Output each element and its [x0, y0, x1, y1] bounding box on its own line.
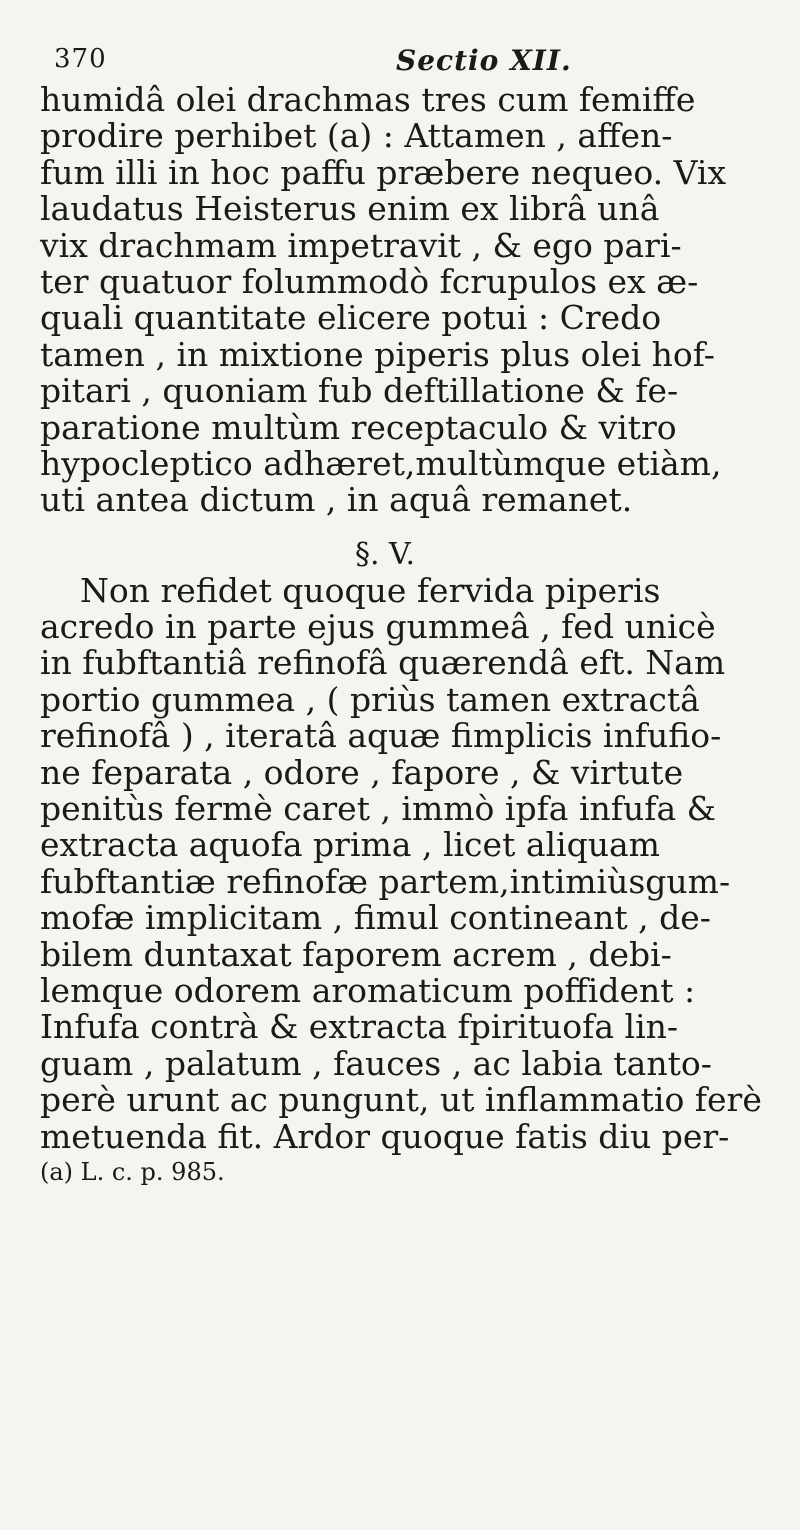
text-line: prodire perhibet (a) : Attamen , affen- — [40, 116, 673, 156]
text-line: guam , palatum , fauces , ac labia tanto- — [40, 1043, 712, 1083]
text-line: paratione multùm receptaculo & vitro — [40, 407, 677, 447]
text-line: penitùs fermè caret , immò ipfa infufa & — [40, 789, 717, 829]
text-line: ne feparata , odore , fapore , & virtute — [40, 752, 684, 792]
text-line: Non refidet quoque fervida piperis — [80, 570, 661, 610]
footnote: (a) L. c. p. 985. — [40, 1157, 225, 1186]
text-line: extracta aquofa prima , licet aliquam — [40, 825, 660, 865]
text-line: uti antea dictum , in aquâ remanet. — [40, 480, 633, 520]
book-page — [40, 40, 800, 1187]
text-line: bilem duntaxat faporem acrem , debi- — [40, 934, 672, 974]
text-line: laudatus Heisterus enim ex librâ unâ — [40, 189, 660, 229]
text-line: portio gummea , ( priùs tamen extractâ — [40, 679, 700, 719]
text-line: humidâ olei drachmas tres cum femiffe — [40, 80, 696, 119]
text-line: Infufa contrà & extracta fpirituofa lin- — [40, 1007, 679, 1047]
page-header — [40, 40, 800, 82]
text-line: refinofâ ) , iteratâ aquæ fimplicis infufio- — [40, 716, 722, 756]
section-heading: §. V. — [354, 536, 416, 572]
paragraph-1 — [40, 82, 800, 519]
text-line: metuenda fit. Ardor quoque fatis diu per- — [40, 1116, 730, 1156]
text-line: mofæ implicitam , fimul contineant , de- — [40, 898, 711, 938]
text-line: vix drachmam impetravit , & ego pari- — [40, 225, 682, 265]
text-line: acredo in parte ejus gummeâ , fed unicè — [40, 607, 716, 647]
page-number: 370 — [54, 44, 107, 74]
text-line: ter quatuor folummodò fcrupulos ex æ- — [40, 261, 699, 301]
text-line: perè urunt ac pungunt, ut inflammatio ferè — [40, 1080, 762, 1120]
text-line: pitari , quoniam fub deftillatione & fe- — [40, 371, 679, 411]
text-line: fum illi in hoc paffu præbere nequeo. Vix — [40, 152, 727, 192]
text-line: lemque odorem aromaticum poffident : — [40, 970, 696, 1010]
text-line: tamen , in mixtione piperis plus olei hof- — [40, 334, 715, 374]
text-line: quali quantitate elicere potui : Credo — [40, 298, 662, 338]
text-line: in fubftantiâ refinofâ quærendâ eft. Nam — [40, 643, 726, 683]
running-head: Sectio XII. — [396, 44, 572, 77]
text-line: hypocleptico adhæret,multùmque etiàm, — [40, 443, 722, 483]
paragraph-2 — [40, 570, 800, 1156]
text-line: fubftantiæ refinofæ partem,intimiùsgum- — [40, 861, 731, 901]
